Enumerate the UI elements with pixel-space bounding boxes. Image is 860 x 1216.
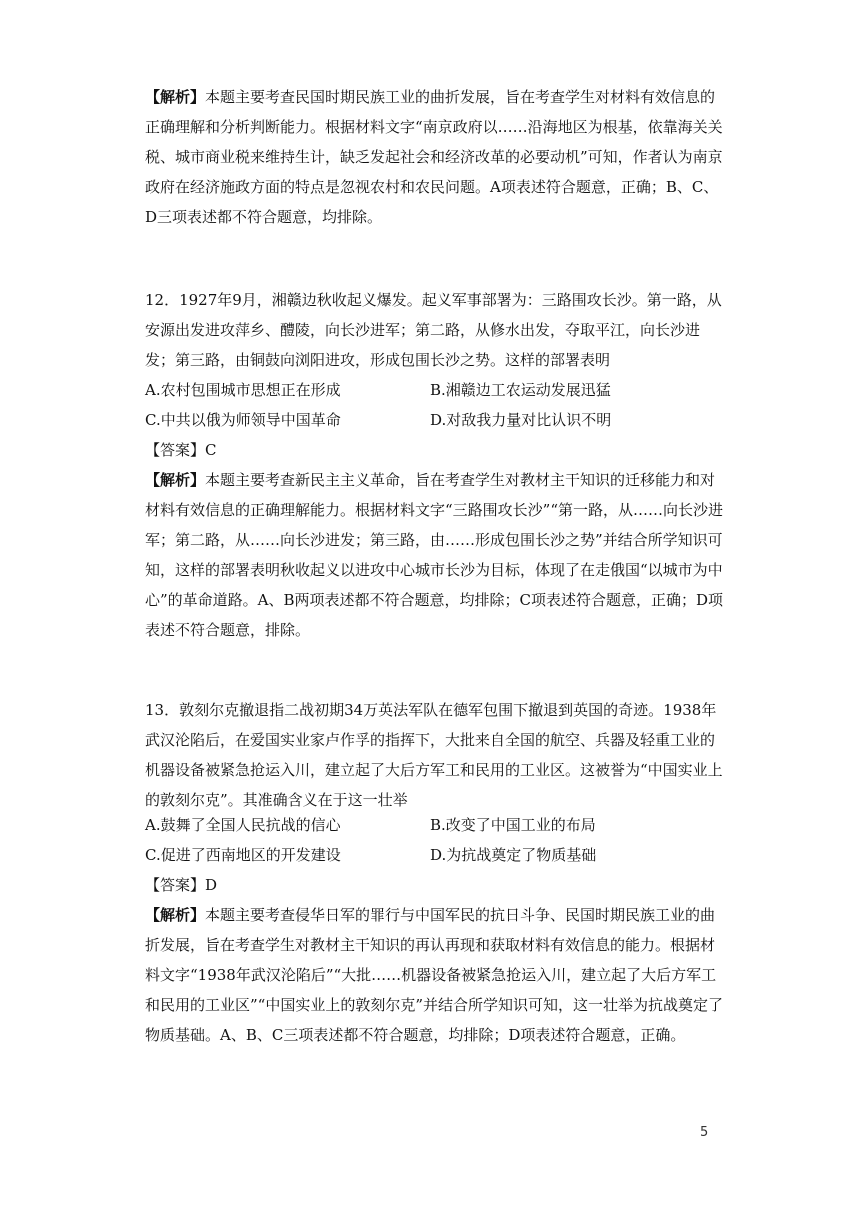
page-number: 5: [700, 1125, 709, 1140]
q12-option-a: A.农村包围城市思想正在形成: [145, 381, 341, 399]
q13-option-d: D.为抗战奠定了物质基础: [430, 846, 597, 864]
analysis-text: 本题主要考查民国时期民族工业的曲折发展，旨在考查学生对材料有效信息的正确理解和分析判断能力。根据材料文字“南京政府以……沿海地区为根基，依靠海关关税、城市商业税来维持生计，缺乏发起社会和经济改革的必要动机”可知，作者认为南京政府在经济施政方面的特点是忽视农村和农民问题。A项表述符合题意，正确；B、C、D三项表述都不符合题意，均排除。: [145, 88, 723, 226]
q12-option-c: C.中共以俄为师领导中国革命: [145, 411, 341, 429]
q12-answer: 【答案】C: [145, 441, 217, 459]
analysis-tag: 【解析】: [145, 906, 206, 924]
q13-option-c: C.促进了西南地区的开发建设: [145, 846, 341, 864]
q13-options: [145, 810, 725, 870]
q12-analysis: [145, 465, 725, 645]
q11-analysis: [145, 82, 725, 232]
analysis-tag: 【解析】: [145, 471, 206, 489]
analysis-text: 本题主要考查新民主主义革命，旨在考查学生对教材主干知识的迁移能力和对材料有效信息的正确理解能力。根据材料文字“三路围攻长沙”“第一路，从……向长沙进军；第二路，从……向长沙进发；第三路，由……形成包围长沙之势”并结合所学知识可知，这样的部署表明秋收起义以进攻中心城市长沙为目标，体现了在走俄国“以城市为中心”的革命道路。A、B两项表述都不符合题意，均排除；C项表述符合题意，正确；D项表述不符合题意，排除。: [145, 471, 724, 639]
q13-stem: 13．敦刻尔克撤退指二战初期34万英法军队在德军包围下撤退到英国的奇迹。1938年武汉沦陷后，在爱国实业家卢作孚的指挥下，大批来自全国的航空、兵器及轻重工业的机器设备被紧急抢运入川，建立起了大后方军工和民用的工业区。这被誉为“中国实业上的敦刻尔克”。其准确含义在于这一壮举: [145, 701, 723, 809]
q13-answer: 【答案】D: [145, 876, 218, 894]
q12-stem: 12．1927年9月，湘赣边秋收起义爆发。起义军事部署为：三路围攻长沙。第一路，从安源出发进攻萍乡、醴陵，向长沙进军；第二路，从修水出发，夺取平江，向长沙进发；第三路，由铜鼓向浏阳进攻，形成包围长沙之势。这样的部署表明: [145, 291, 722, 369]
q13-option-a: A.鼓舞了全国人民抗战的信心: [145, 816, 341, 834]
analysis-tag: 【解析】: [145, 88, 206, 106]
q12-option-d: D.对敌我力量对比认识不明: [430, 411, 612, 429]
q12-option-b: B.湘赣边工农运动发展迅猛: [430, 381, 611, 399]
q13-analysis: [145, 900, 725, 1050]
q12-options: [145, 375, 725, 435]
analysis-text: 本题主要考查侵华日军的罪行与中国军民的抗日斗争、民国时期民族工业的曲折发展，旨在考查学生对教材主干知识的再认再现和获取材料有效信息的能力。根据材料文字“1938年武汉沦陷后”“大批……机器设备被紧急抢运入川，建立起了大后方军工和民用的工业区”“中国实业上的敦刻尔克”并结合所学知识可知，这一壮举为抗战奠定了物质基础。A、B、C三项表述都不符合题意，均排除；D项表述符合题意，正确。: [145, 906, 724, 1044]
q13-option-b: B.改变了中国工业的布局: [430, 816, 596, 834]
